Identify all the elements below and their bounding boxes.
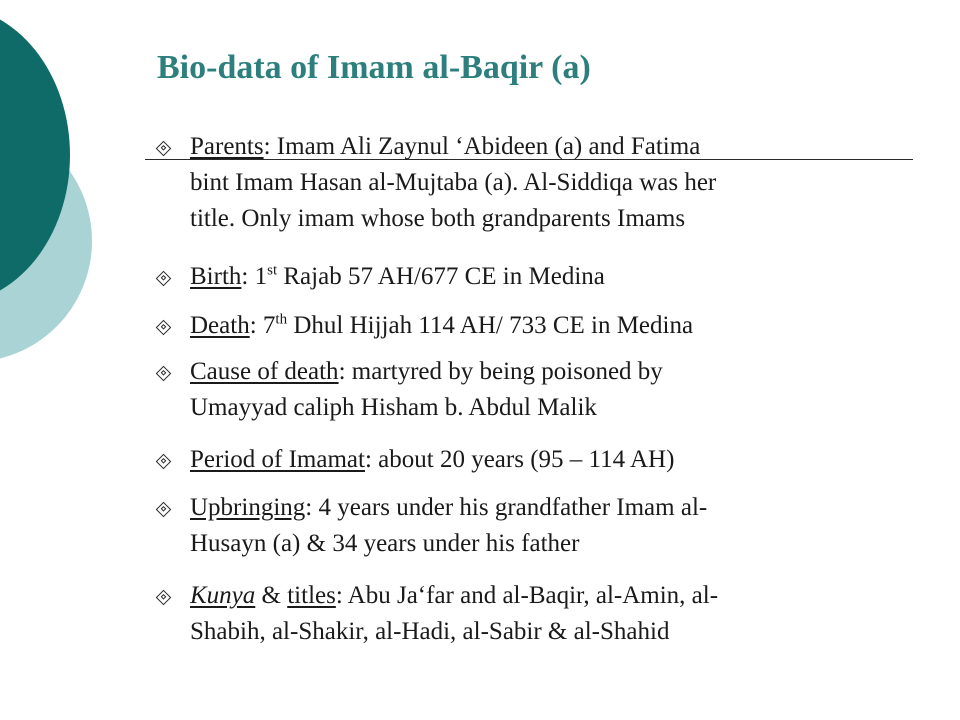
bullet-line [190,259,925,295]
bullet-text: Shabih, al-Shakir, al-Hadi, al-Sabir & al-Shahid [190,618,670,645]
bullet-text: title. Only imam whose both grandparents Imams [190,205,686,232]
bullet-label-secondary: titles [287,582,336,609]
bullet-text: Rajab 57 AH/677 CE in Medina [277,263,605,290]
bullet-item-death [190,308,925,344]
bullet-item-parents [190,129,925,237]
bullet-label: Death [190,312,250,339]
bullet-line [190,308,925,344]
bullet-item-period-of-imamat [190,442,925,478]
bullet-text: : 1 [241,263,268,290]
diamond-bullet-icon [156,141,172,157]
bullet-text: Dhul Hijjah 114 AH/ 733 CE in Medina [287,312,694,339]
bullet-line [190,129,925,165]
bullet-connector: & [255,582,288,609]
bullet-item-cause-of-death [190,354,925,426]
bullet-label: Birth [190,263,242,290]
diamond-bullet-icon [156,320,172,336]
bullet-line [190,442,925,478]
diamond-bullet-icon [156,366,172,382]
bullet-text: bint Imam Hasan al-Mujtaba (a). Al-Siddiqa was her [190,169,717,196]
bullet-line [190,578,925,614]
bullet-text: Umayyad caliph Hisham b. Abdul Malik [190,394,597,421]
bullet-text: : 7 [249,312,276,339]
bullet-text: Husayn (a) & 34 years under his father [190,530,580,557]
bullet-text: : martyred by being poisoned by [338,358,663,385]
bullet-label: Kunya [190,582,256,609]
diamond-bullet-icon [156,454,172,470]
ordinal-suffix: st [267,262,278,279]
bullet-label: Cause of death [190,358,339,385]
bullet-text: : 4 years under his grandfather Imam al- [305,494,708,521]
diamond-bullet-icon [156,590,172,606]
bullet-text: : Abu Ja‘far and al-Baqir, al-Amin, al- [335,582,719,609]
bullet-text: : Imam Ali Zaynul ‘Abideen (a) and Fatima [263,133,701,160]
bullet-item-birth [190,259,925,295]
bullet-item-upbringing [190,490,925,562]
slide-title: Bio-data of Imam al-Baqir (a) [157,49,591,86]
bullet-text: : about 20 years (95 – 114 AH) [364,446,675,473]
bullet-item-kunya-titles [190,578,925,650]
diamond-bullet-icon [156,271,172,287]
bullet-label: Upbringing [190,494,306,521]
bullet-label: Period of Imamat [190,446,365,473]
bullet-line [190,354,925,390]
ordinal-suffix: th [275,311,288,328]
bullet-label: Parents [190,133,264,160]
diamond-bullet-icon [156,502,172,518]
bullet-line [190,490,925,526]
